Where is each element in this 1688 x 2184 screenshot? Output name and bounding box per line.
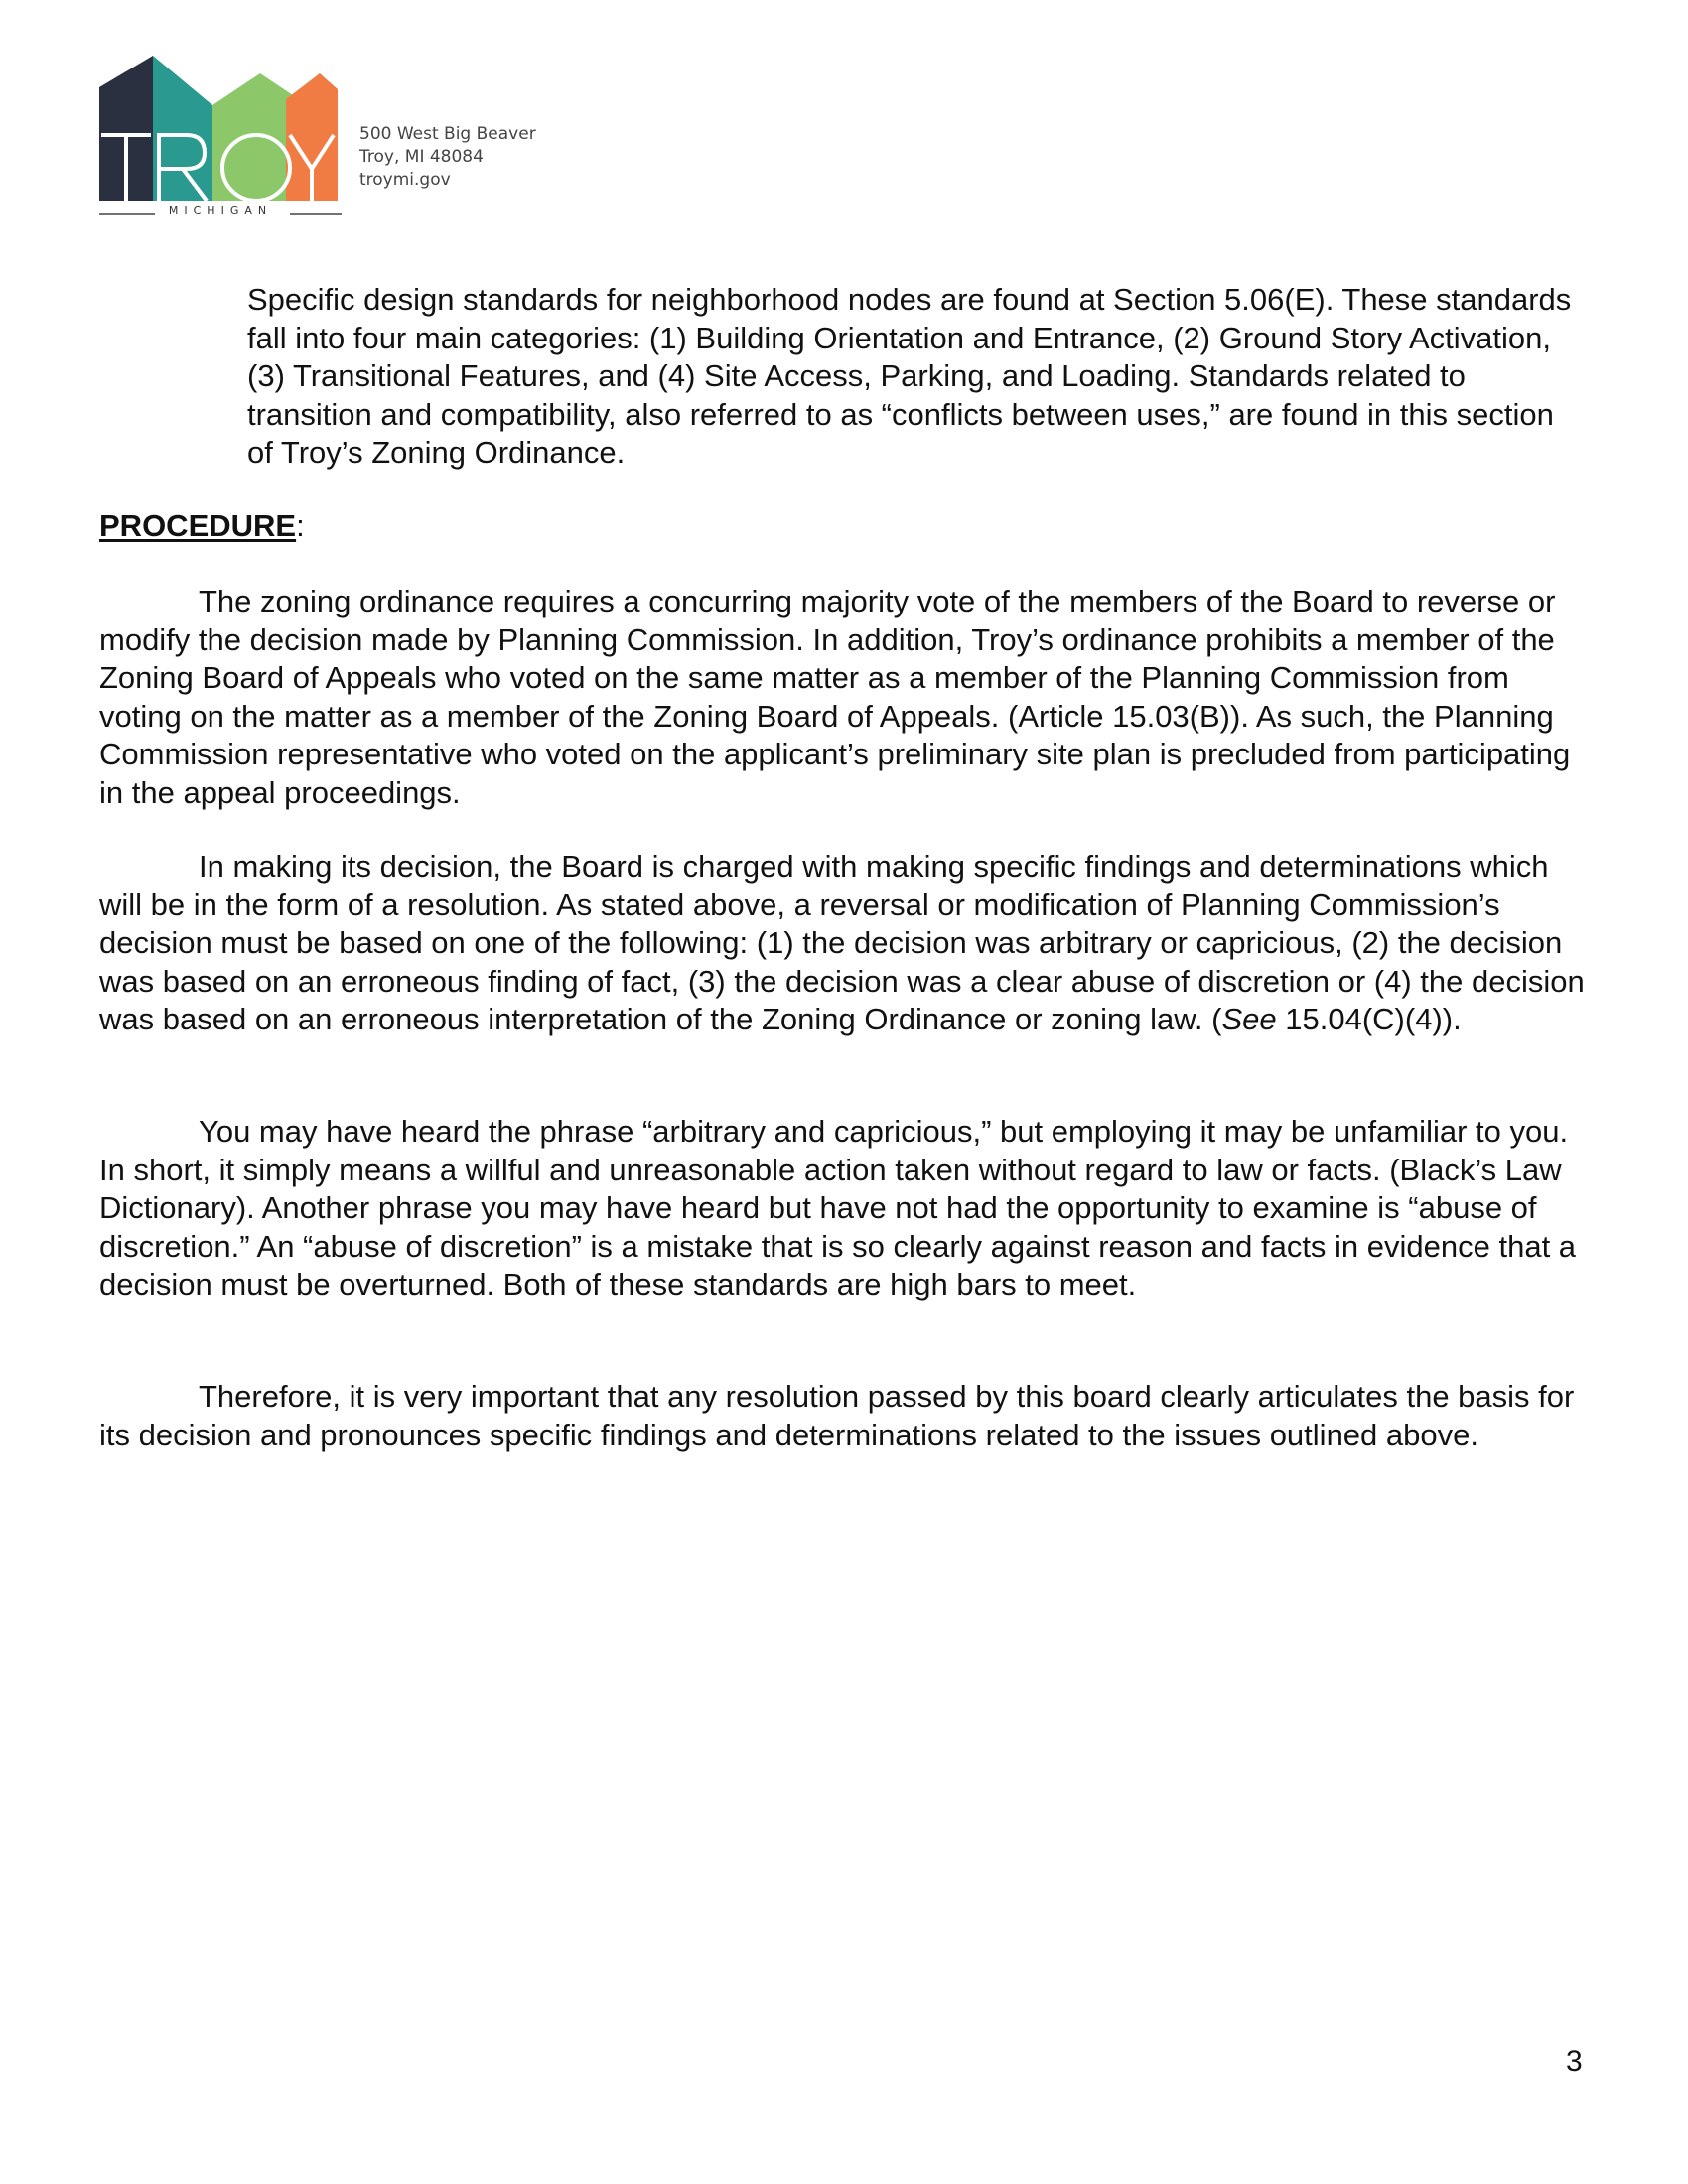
procedure-heading-text: PROCEDURE [99, 508, 297, 543]
website-link[interactable]: troymi.gov [359, 170, 451, 190]
letterhead-address [359, 123, 536, 192]
address-line-1: 500 West Big Beaver [359, 124, 536, 144]
troy-logo [95, 52, 353, 222]
intro-paragraph [247, 281, 1578, 473]
paragraph-4-text: Therefore, it is very important that any resolution passed by this board clearly articulates the basis for its decision and pronounces specific findings and determinations related to the issues outlined above. [99, 1379, 1575, 1452]
address-line-2: Troy, MI 48084 [359, 147, 484, 167]
paragraph-1 [99, 583, 1589, 812]
paragraph-2-main: In making its decision, the Board is charged with making specific findings and determinations which will be in the form of a resolution. As stated above, a reversal or modification of Planning Commission’s decision must be based on one of the following: (1) the decision was arbitrary or capricious, (2) the decision was based on an erroneous finding of fact, (3) the decision was a clear abuse of discretion or (4) the decision was based on an erroneous interpretation of the Zoning Ordinance or zoning law. ( [99, 849, 1585, 1036]
paragraph-2-see: See [1221, 1002, 1277, 1036]
paragraph-2 [99, 848, 1589, 1039]
paragraph-3-text: You may have heard the phrase “arbitrary and capricious,” but employing it may be unfamiliar to you. In short, it simply means a willful and unreasonable action taken without regard to law or facts. (Black’s Law Dictionary). Another phrase you may have heard but have not had the opportunity to examine is “abuse of discretion.” An “abuse of discretion” is a mistake that is so clearly against reason and facts in evidence that a decision must be overturned. Both of these standards are high bars to meet. [99, 1114, 1577, 1301]
paragraph-3 [99, 1113, 1589, 1304]
paragraph-2-text [99, 848, 1589, 1039]
intro-text: Specific design standards for neighborhood nodes are found at Section 5.06(E). These standards fall into four main categories: (1) Building Orientation and Entrance, (2) Ground Story Activation, (3) Transitional Features, and (4) Site Access, Parking, and Loading. Standards related to transition and compatibility, also referred to as “conflicts between uses,” are found in this section of Troy’s Zoning Ordinance. [247, 282, 1572, 470]
paragraph-2-citation: 15.04(C)(4)). [1276, 1002, 1462, 1036]
page-number: 3 [1566, 2045, 1583, 2078]
procedure-heading [99, 507, 305, 545]
logo-michigan: MICHIGAN [168, 205, 273, 217]
procedure-colon: : [296, 508, 305, 543]
paragraph-4 [99, 1378, 1589, 1454]
paragraph-1-text: The zoning ordinance requires a concurring majority vote of the members of the Board to reverse or modify the decision made by Planning Commission. In addition, Troy’s ordinance prohibits a member of the Zoning Board of Appeals who voted on the same matter as a member of the Planning Commission from voting on the matter as a member of the Zoning Board of Appeals. (Article 15.03(B)). As such, the Planning Commission representative who voted on the applicant’s preliminary site plan is precluded from participating in the appeal proceedings. [99, 584, 1571, 810]
